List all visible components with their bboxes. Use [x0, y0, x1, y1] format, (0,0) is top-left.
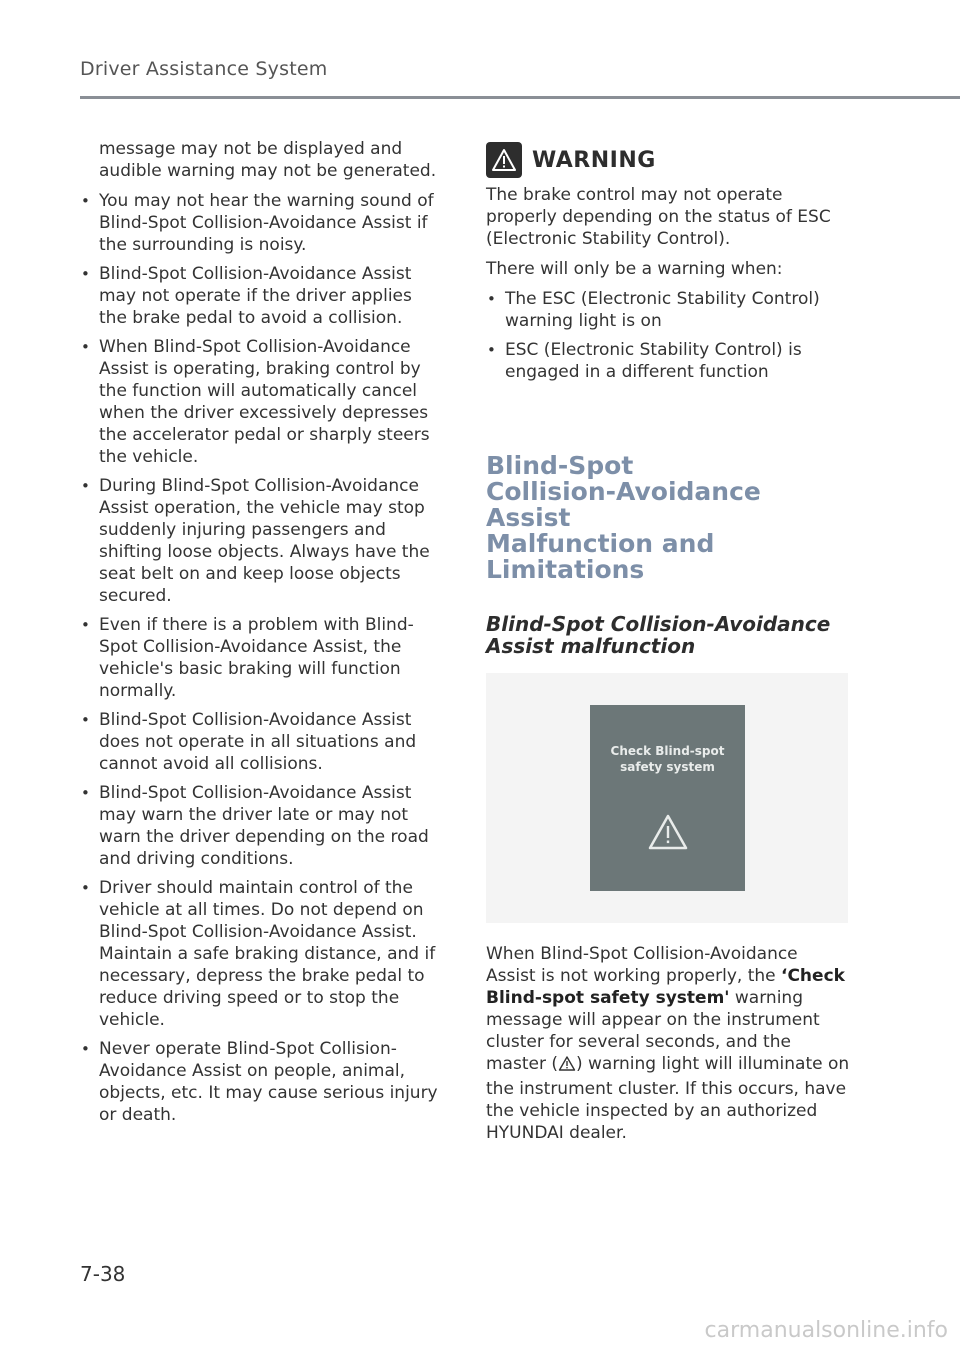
list-item: • The ESC (Electronic Stability Control) warning light is on	[487, 289, 820, 331]
left-column	[80, 138, 442, 1133]
list-item: • Blind-Spot Collision-Avoidance Assist may not operate if the driver applies the brake pedal to avoid a collision.	[81, 264, 412, 328]
caution-list	[80, 190, 442, 1126]
list-item: • Even if there is a problem with Blind-Spot Collision-Avoidance Assist, the vehicle's basic braking will function normally.	[81, 615, 414, 701]
warning-label: WARNING	[532, 147, 656, 173]
subsection-title: Blind-Spot Collision-Avoidance Assist malfunction	[486, 612, 831, 658]
header-divider	[80, 96, 960, 99]
list-item: • Driver should maintain control of the vehicle at all times. Do not depend on Blind-Spot Collision-Avoidance Assist. Maintain a safe braking distance, and if necessary, depress the brake pedal to reduce driving speed or to stop the vehicle.	[81, 878, 436, 1030]
master-warning-icon	[558, 1055, 576, 1078]
right-column	[486, 140, 850, 1144]
section-title: Blind-Spot Collision-Avoidance Assist Malfunction and Limitations	[486, 451, 761, 584]
continued-text: message may not be displayed and audible warning may not be generated.	[99, 139, 437, 181]
list-item: • When Blind-Spot Collision-Avoidance Assist is operating, braking control by the function will automatically cancel when the driver excessively depresses the accelerator pedal or sharply steers the vehicle.	[81, 337, 430, 467]
list-item: • Never operate Blind-Spot Collision-Avoidance Assist on people, animal, objects, etc. It may cause serious injury or death.	[81, 1039, 438, 1125]
page-number: 7-38	[80, 1262, 126, 1286]
cluster-display	[590, 705, 745, 891]
list-item: • ESC (Electronic Stability Control) is engaged in a different function	[487, 340, 802, 382]
warning-text: The brake control may not operate properly depending on the status of ESC (Electronic Stability Control).	[486, 185, 831, 249]
warning-triangle-icon	[647, 813, 689, 855]
list-item: • Blind-Spot Collision-Avoidance Assist does not operate in all situations and cannot avoid all collisions.	[81, 710, 417, 774]
warning-heading	[486, 140, 850, 180]
display-message: Check Blind-spot safety system	[610, 744, 725, 774]
list-item: • You may not hear the warning sound of Blind-Spot Collision-Avoidance Assist if the surrounding is noisy.	[81, 191, 434, 255]
warning-list	[486, 288, 850, 383]
warning-text: There will only be a warning when:	[486, 259, 783, 279]
malfunction-description: When Blind-Spot Collision-Avoidance Assist is not working properly, the ‘Check Blind-spot safety system' warning message will appear on the instrument cluster for several seconds, and the master ( ) warning light will illuminate on the instrument cluster. If this occurs, have the vehicle inspected by an authorized HYUNDAI dealer.	[486, 944, 850, 1143]
cluster-illustration	[486, 673, 848, 923]
warning-triangle-icon	[486, 142, 522, 178]
watermark: carmanualsonline.info	[704, 1318, 948, 1343]
list-item: • Blind-Spot Collision-Avoidance Assist may warn the driver late or may not warn the driver depending on the road and driving conditions.	[81, 783, 429, 869]
running-header: Driver Assistance System	[80, 58, 328, 80]
list-item: • During Blind-Spot Collision-Avoidance Assist operation, the vehicle may stop suddenly injuring passengers and shifting loose objects. Always have the seat belt on and keep loose objects secured.	[81, 476, 430, 606]
